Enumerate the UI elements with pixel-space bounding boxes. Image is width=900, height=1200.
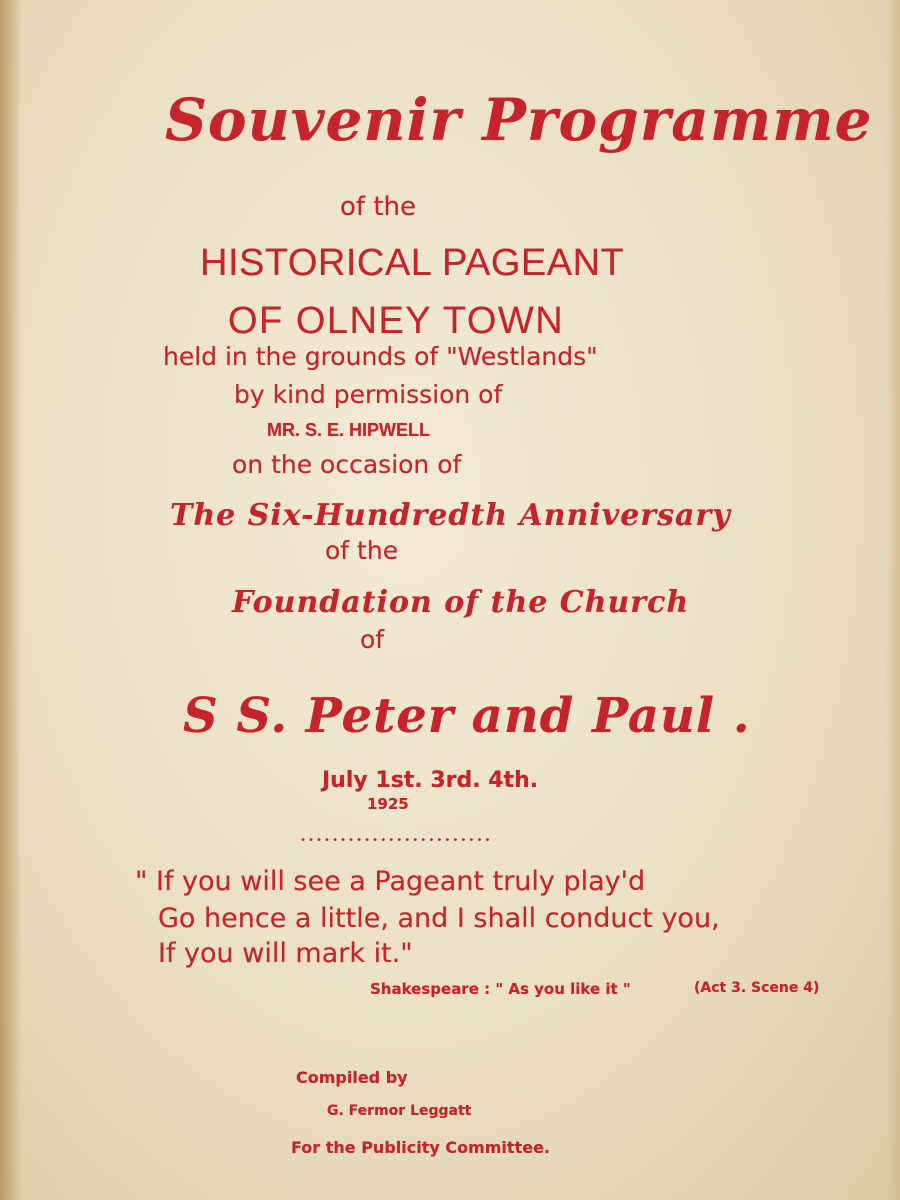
foundation-line: Foundation of the Church — [232, 585, 690, 620]
of-line: of — [360, 625, 385, 654]
quote-reference: (Act 3. Scene 4) — [694, 980, 820, 996]
permission-line: by kind permission of — [234, 380, 503, 409]
souvenir-programme-heading: Souvenir Programme — [165, 86, 873, 154]
publicity-committee: For the Publicity Committee. — [291, 1138, 550, 1157]
historical-pageant-title: HISTORICAL PAGEANT — [200, 242, 625, 284]
occasion-line: on the occasion of — [232, 450, 462, 479]
of-the-line-2: of the — [325, 536, 399, 565]
dotted-divider: •••••••••••••••••••••••• — [300, 835, 493, 846]
compiled-by: Compiled by — [296, 1068, 408, 1087]
quote-line-1: " If you will see a Pageant truly play'd — [135, 866, 646, 897]
page-binding-edge — [0, 0, 22, 1200]
page-right-edge — [886, 0, 900, 1200]
quote-line-2: Go hence a little, and I shall conduct you, — [158, 903, 720, 934]
compiler-name: G. Fermor Leggatt — [327, 1103, 472, 1119]
anniversary-line: The Six-Hundredth Anniversary — [170, 498, 731, 533]
pageant-dates: July 1st. 3rd. 4th. — [322, 768, 539, 793]
of-the-line: of the — [340, 192, 416, 222]
church-name: S S. Peter and Paul . — [183, 688, 751, 744]
venue-line: held in the grounds of "Westlands" — [163, 342, 598, 371]
quote-attribution: Shakespeare : " As you like it " — [370, 980, 631, 998]
pageant-year: 1925 — [367, 795, 409, 813]
quote-line-3: If you will mark it." — [158, 938, 413, 969]
host-name: MR. S. E. HIPWELL — [267, 420, 431, 440]
olney-town-title: OF OLNEY TOWN — [228, 300, 565, 342]
